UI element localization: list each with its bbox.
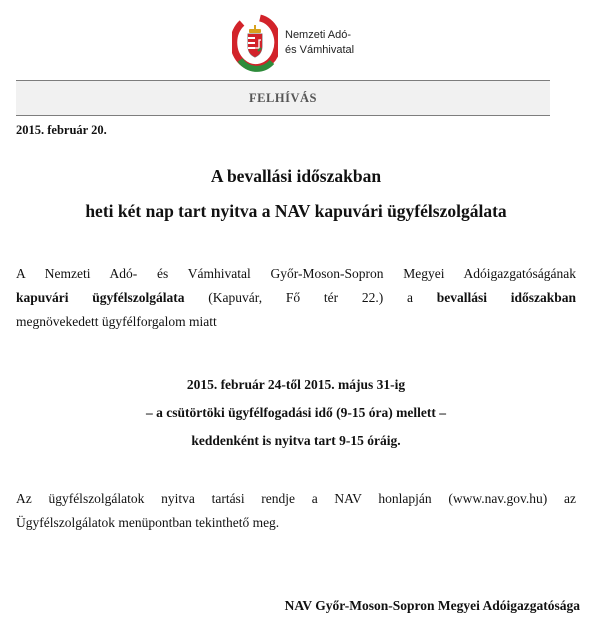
intro-line-3: megnövekedett ügyfélforgalom miatt — [16, 314, 217, 329]
intro-bold-office: kapuvári ügyfélszolgálata — [16, 290, 185, 305]
intro-address: (Kapuvár, Fő tér 22.) a — [184, 290, 437, 305]
closing-paragraph — [16, 487, 576, 535]
signature: NAV Győr-Moson-Sopron Megyei Adóigazgatósága — [284, 598, 580, 613]
org-name-line2: és Vámhivatal — [285, 44, 355, 56]
nav-logo-icon — [232, 14, 278, 72]
closing-line-1: Az ügyfélszolgálatok nyitva tartási rendje a NAV honlapján (www.nav.gov.hu) az — [16, 491, 576, 506]
intro-paragraph — [16, 262, 576, 334]
document-date: 2015. február 20. — [16, 123, 107, 137]
highlight-line-2: – a csütörtöki ügyfélfogadási idő (9-15 óra) mellett – — [146, 405, 446, 420]
intro-line-2 — [16, 286, 576, 310]
title-line-2: heti két nap tart nyitva a NAV kapuvári ügyfélszolgálata — [85, 201, 507, 221]
intro-line-1: A Nemzeti Adó- és Vámhivatal Győr-Moson-Sopron Megyei Adóigazgatóságának — [16, 266, 576, 281]
closing-line-2: Ügyfélszolgálatok menüpontban tekinthető meg. — [16, 515, 280, 530]
section-header-bar — [16, 80, 550, 116]
organization-name — [285, 28, 354, 58]
highlight-line-3: keddenként is nyitva tart 9-15 óráig. — [191, 433, 401, 448]
org-name-line1: Nemzeti Adó- — [285, 29, 352, 41]
title-line-1: A bevallási időszakban — [210, 166, 382, 186]
highlight-line-1: 2015. február 24-től 2015. május 31-ig — [186, 377, 406, 392]
intro-bold-period: bevallási időszakban — [436, 290, 576, 305]
section-label: FELHÍVÁS — [249, 91, 317, 105]
